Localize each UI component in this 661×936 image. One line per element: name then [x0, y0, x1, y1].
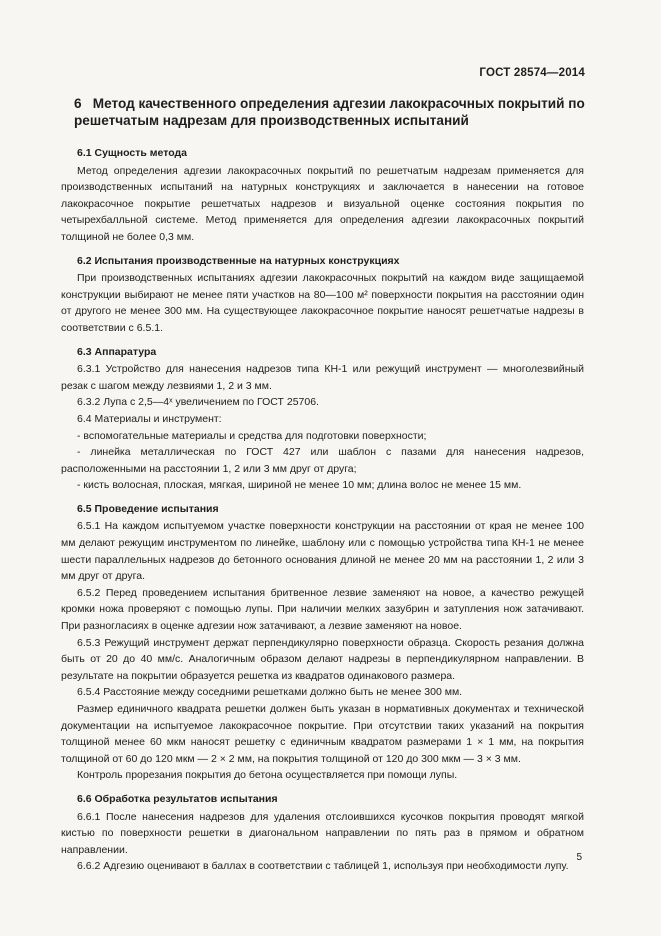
paragraph: 6.6.1 После нанесения надрезов для удаления отслоившихся кусочков покрытия проводят мягкой кистью по поверхности решетки в диагональном направлении по пять раз в прямом и обратном направлении.: [61, 810, 584, 856]
paragraph: Размер единичного квадрата решетки должен быть указан в нормативных документах и технической документации на испытуемое лакокрасочное покрытие. При отсутствии таких указаний на покрытия толщиной менее 60 мкм наносят решетку с единичным квадратом размерами 1 × 1 мм, на покрытия толщиной от 60 до 120 мкм — 2 × 2 мм, на покрытия толщиной от 120 до 300 мкм — 3 × 3 мм.: [61, 703, 584, 765]
subsection-heading: 6.5 Проведение испытания: [77, 502, 219, 515]
list-item: - кисть волосная, плоская, мягкая, шириной не менее 10 мм; длина волос не менее 15 мм.: [77, 479, 522, 492]
section-title-text: Метод качественного определения адгезии лакокрасочных покрытий по решетчатым надрезам для производственных испытаний: [74, 96, 585, 128]
paragraph: 6.5.4 Расстояние между соседними решетками должно быть не менее 300 мм.: [77, 686, 463, 699]
section-heading: [74, 95, 594, 129]
subsection-heading: 6.2 Испытания производственные на натурных конструкциях: [77, 254, 400, 267]
paragraph: 6.4 Материалы и инструмент:: [77, 412, 222, 425]
list-item: - вспомогательные материалы и средства для подготовки поверхности;: [77, 429, 427, 442]
list-item: - линейка металлическая по ГОСТ 427 или шаблон с пазами для нанесения надрезов, расположенными на расстоянии 1, 2 или 3 мм друг от друга;: [61, 446, 584, 475]
paragraph: 6.3.2 Лупа с 2,5—4ˣ увеличением по ГОСТ 25706.: [77, 396, 319, 409]
paragraph: 6.5.3 Режущий инструмент держат перпендикулярно поверхности образца. Скорость резания должна быть от 20 до 40 мм/с. Аналогичным образом делают надрезы в перпендикулярном направлении. В результате на покрытии образуется решетка из квадратов одинакового размера.: [61, 636, 584, 682]
paragraph: 6.5.2 Перед проведением испытания бритвенное лезвие заменяют на новое, а качество режущей кромки ножа проверяют с помощью лупы. При наличии мелких зазубрин и затупления нож затачивают. При разногласиях в оценке адгезии нож затачивают, а лезвие заменяют на новое.: [61, 586, 584, 633]
subsection-heading: 6.6 Обработка результатов испытания: [77, 792, 278, 805]
document-body: [61, 138, 584, 875]
subsection-heading: 6.3 Аппаратура: [77, 345, 157, 358]
subsection-heading: 6.1 Сущность метода: [77, 147, 188, 159]
document-id: ГОСТ 28574—2014: [479, 67, 585, 79]
paragraph: 6.6.2 Адгезию оценивают в баллах в соответствии с таблицей 1, используя при необходимости лупу.: [77, 860, 569, 873]
paragraph: Контроль прорезания покрытия до бетона осуществляется при помощи лупы.: [77, 769, 458, 782]
page-number: 5: [576, 852, 582, 863]
paragraph: 6.3.1 Устройство для нанесения надрезов типа КН-1 или режущий инструмент — многолезвийный резак с шагом между лезвиями 1, 2 и 3 мм.: [61, 363, 584, 392]
paragraph: Метод определения адгезии лакокрасочных покрытий по решетчатым надрезам применяется для производственных испытаний на натурных конструкциях и заключается в нанесении на готовое лакокрасочное покрытие решетчатых надрезов и визуальной оценке состояния покрытия по четырехбалльной системе. Метод применяется для определения адгезии лакокрасочных покрытий толщиной не более 0,3 мм.: [61, 164, 584, 243]
section-number: 6: [74, 96, 82, 111]
paragraph: 6.5.1 На каждом испытуемом участке поверхности конструкции на расстоянии от края не менее 100 мм делают режущим инструментом по линейке, шаблону или с помощью устройства типа КН-1 не менее шести параллельных надрезов до бетонного основания длиной не менее 20 мм на расстоянии 1, 2 или 3 мм друг от друга.: [61, 520, 584, 583]
paragraph: При производственных испытаниях адгезии лакокрасочных покрытий на каждом виде защищаемой конструкции выбирают не менее пяти участков на 80—100 м² поверхности покрытия на расстоянии один от другого не менее 300 мм. На существующее лакокрасочное покрытие наносят решетчатые надрезы в соответствии с 6.5.1.: [61, 272, 584, 334]
